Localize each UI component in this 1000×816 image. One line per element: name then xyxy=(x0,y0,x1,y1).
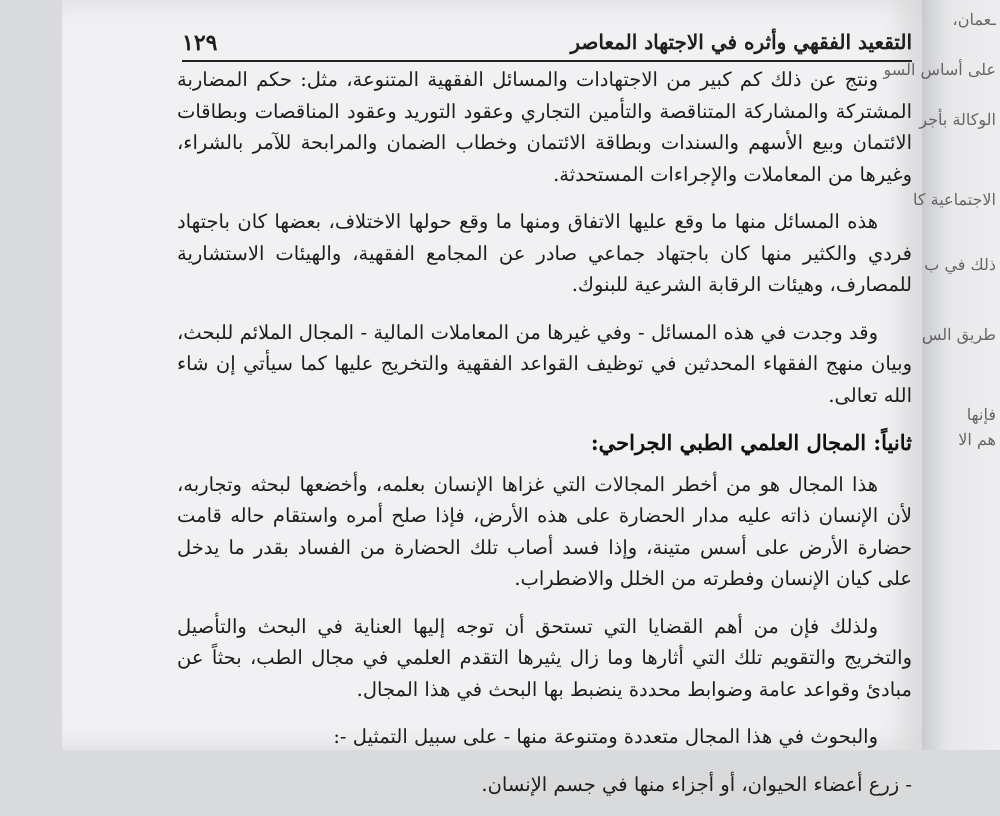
page-number: ١٢٩ xyxy=(182,30,218,56)
page-header xyxy=(182,30,912,62)
list-item-1: - زرع أعضاء الحيوان، أو أجزاء منها في جسم الإنسان. xyxy=(481,772,912,796)
paragraph-2: هذه المسائل منها ما وقع عليها الاتفاق ومنها ما وقع حولها الاختلاف، بعضها كان باجتهاد فردي والكثير منها كان باجتهاد جماعي صادر عن المجامع الفقهية، والهيئات الاستشارية للمصارف، وهيئات الرقابة الشرعية للبنوك. xyxy=(177,210,912,296)
facing-line: فإنها xyxy=(966,405,996,424)
paragraph-6: والبحوث في هذا المجال متعددة ومتنوعة منها - على سبيل التمثيل -: xyxy=(333,725,878,748)
facing-line: طريق الس xyxy=(921,325,996,344)
facing-line: هم الا xyxy=(958,430,996,449)
paragraph-5: ولذلك فإن من أهم القضايا التي تستحق أن توجه إليها العناية في البحث والتأصيل والتخريج والتقويم تلك التي أثارها وما زال يثيرها التقدم العلمي في مجال الطب، بحثاً عن مبادئ وقواعد عامة وضوابط محددة ينضبط بها البحث في هذا المجال. xyxy=(177,614,912,701)
paragraph-4: هذا المجال هو من أخطر المجالات التي غزاها الإنسان بعلمه، وأخضعها لبحثه وتجاربه، لأن الإنسان ذاته عليه مدار الحضارة على هذه الأرض، فإذا صلح أمره واستقام حاله قامت حضارة الأرض على أسس متينة، وإذا فسد أصاب تلك الحضارة من الفساد بقدر ما يدخل على كيان الإنسان وفطرته من الخلل والاضطراب. xyxy=(177,472,912,590)
facing-line: الاجتماعية كا xyxy=(913,190,996,209)
facing-line: ذلك في ب xyxy=(924,255,996,274)
facing-line: على أساس السو xyxy=(883,60,996,79)
section-heading: ثانياً: المجال العلمي الطبي الجراحي: xyxy=(590,430,912,455)
facing-line: الوكالة بأجر xyxy=(919,110,996,129)
paragraph-1: ونتج عن ذلك كم كبير من الاجتهادات والمسائل الفقهية المتنوعة، مثل: حكم المضاربة المشتركة والمشاركة المتناقصة والتأمين التجاري وعقود التوريد وعقود المناقصات وبطاقات الائتمان وبيع الأسهم والسندات وبطاقة الائتمان وخطاب الضمان والمرابحة للآمر بالشراء، وغيرها من المعاملات والإجراءات المستحدثة. xyxy=(177,68,912,186)
running-title: التقعيد الفقهي وأثره في الاجتهاد المعاصر xyxy=(570,30,912,54)
facing-page-edge xyxy=(883,0,1000,750)
page-body xyxy=(177,64,912,816)
paragraph-3: وقد وجدت في هذه المسائل - وفي غيرها من المعاملات المالية - المجال الملائم للبحث، وبيان منهج الفقهاء المحدثين في توظيف القواعد الفقهية والتخريج عليها كما سيأتي إن شاء الله تعالى. xyxy=(177,320,912,407)
book-page xyxy=(62,0,922,796)
facing-line: ـعمان، xyxy=(952,10,996,29)
